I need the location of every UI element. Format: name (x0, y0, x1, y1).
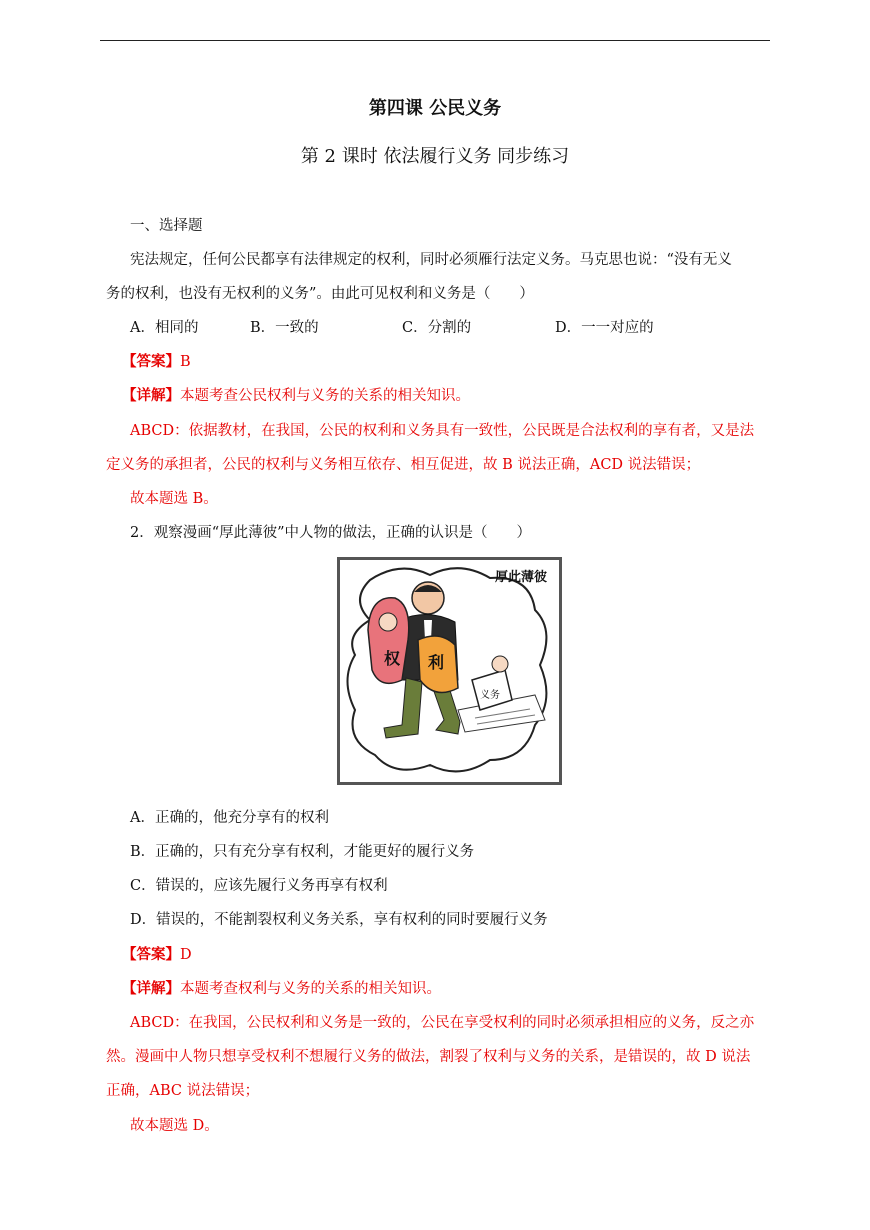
q2-analysis-line1: ABCD：在我国，公民权利和义务是一致的，公民在享受权利的同时必须承担相应的义务，反之亦 (130, 1015, 755, 1031)
q1-option-a: A．相同的 (130, 320, 199, 336)
q1-option-b: B．一致的 (250, 320, 319, 336)
q2-option-d: D．错误的，不能割裂权利义务关系，享有权利的同时要履行义务 (130, 912, 548, 928)
q1-explain-text: 本题考查公民权利与义务的关系的相关知识。 (180, 388, 470, 404)
cartoon-label-duty: 义务 (480, 690, 500, 701)
q2-explain (122, 979, 441, 999)
q2-option-a: A．正确的，他充分享有的权利 (130, 810, 329, 826)
header-rule (100, 40, 770, 41)
q2-explain-label: 【详解】 (122, 980, 180, 997)
q1-explain (122, 386, 470, 406)
section-heading: 一、选择题 (130, 218, 203, 234)
q1-analysis-line1: ABCD：依据教材，在我国，公民的权利和义务具有一致性，公民既是合法权利的享有者，又是法 (130, 423, 755, 439)
q1-stem-line2: 务的权利，也没有无权利的义务”。由此可见权利和义务是（ ） (106, 286, 534, 302)
q1-answer (122, 352, 191, 372)
cartoon-caption: 厚此薄彼 (494, 570, 547, 585)
q1-analysis-line2: 定义务的承担者，公民的权利与义务相互依存、相互促进，故 B 说法正确，ACD 说法错误； (106, 457, 701, 473)
q2-conclusion: 故本题选 D。 (130, 1118, 219, 1134)
q2-answer (122, 945, 192, 965)
q2-stem: 2．观察漫画“厚此薄彼”中人物的做法，正确的认识是（ ） (130, 525, 532, 541)
q1-option-d: D．一一对应的 (555, 320, 654, 336)
cartoon-illustration (340, 560, 559, 782)
q2-explain-text: 本题考查权利与义务的关系的相关知识。 (180, 981, 441, 997)
q2-answer-value: D (180, 947, 192, 963)
q2-analysis-line2: 然。漫画中人物只想享受权利不想履行义务的做法，割裂了权利与义务的关系，是错误的，故 D 说法 (106, 1049, 751, 1065)
cartoon-label-rights-1: 权 (384, 649, 401, 668)
q2-analysis-line3: 正确，ABC 说法错误； (106, 1083, 260, 1099)
q1-conclusion: 故本题选 B。 (130, 491, 218, 507)
q1-stem-line1: 宪法规定，任何公民都享有法律规定的权利，同时必须雁行法定义务。马克思也说：“没有无义 (130, 252, 732, 268)
cartoon-label-rights-2: 利 (428, 653, 445, 672)
q2-option-b: B．正确的，只有充分享有权利，才能更好的履行义务 (130, 844, 475, 860)
cartoon-image (337, 557, 562, 785)
q1-answer-value: B (180, 354, 191, 370)
lesson-subtitle: 第 2 课时 依法履行义务 同步练习 (300, 146, 570, 167)
q1-answer-label: 【答案】 (122, 353, 180, 370)
q2-answer-label: 【答案】 (122, 946, 180, 963)
q1-explain-label: 【详解】 (122, 387, 180, 404)
q1-option-c: C．分割的 (402, 320, 472, 336)
lesson-title: 第四课 公民义务 (368, 98, 502, 119)
q2-option-c: C．错误的，应该先履行义务再享有权利 (130, 878, 388, 894)
